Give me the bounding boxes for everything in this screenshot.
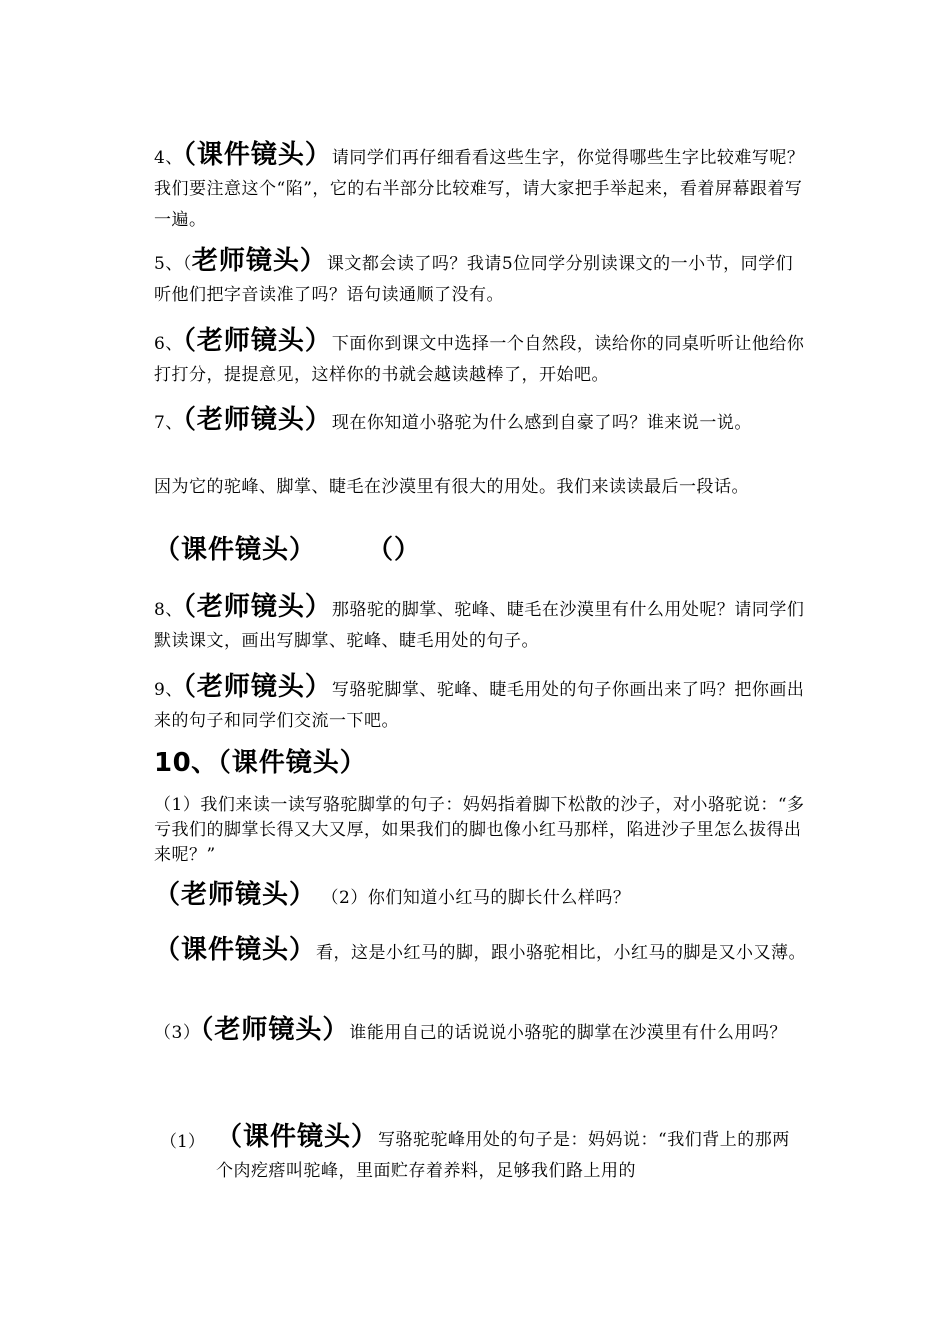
paragraph-sub-2 <box>154 880 806 914</box>
paragraph-item-5 <box>154 246 806 311</box>
paragraph-text: 谁能用自己的话说说小骆驼的脚掌在沙漠里有什么用吗？ <box>349 1023 787 1043</box>
shot-tag: 老师镜头） <box>191 246 327 276</box>
paragraph-text: 课文都会读了吗？我请5位同学分别读课文的一小节，同学们听他们把字音读准了吗？语句读通顺了没有。 <box>154 254 794 305</box>
blank-parentheses: （） <box>380 535 422 565</box>
item-number: 9、 <box>154 680 183 700</box>
shot-tag: （老师镜头） <box>154 880 317 910</box>
paragraph-text: 那骆驼的脚掌、驼峰、睫毛在沙漠里有什么用处呢？请同学们默读课文，画出写脚掌、驼峰、睫毛用处的句子。 <box>154 600 805 651</box>
paragraph-item-9 <box>154 672 806 737</box>
item-number: 6、 <box>154 334 183 354</box>
item-number: 10、 <box>154 748 218 778</box>
paragraph-text: 写骆驼脚掌、驼峰、睫毛用处的句子你画出来了吗？把你画出来的句子和同学们交流一下吧。 <box>154 680 805 731</box>
paragraph-item-7 <box>154 405 806 439</box>
shot-tag: （老师镜头） <box>182 592 332 622</box>
paragraph-item-6 <box>154 326 806 391</box>
paragraph-hump <box>216 1122 806 1187</box>
item-number: （3） <box>154 1023 201 1043</box>
paragraph-text: （2）你们知道小红马的脚长什么样吗？ <box>330 888 631 908</box>
shot-tag: （课件镜头） <box>154 935 317 965</box>
item-number: 5、（ <box>154 254 192 274</box>
item-number: 8、 <box>154 600 183 620</box>
shot-tag: （课件镜头） <box>217 748 367 778</box>
shot-tag: （老师镜头） <box>182 326 332 356</box>
shot-tag: （老师镜头） <box>182 672 332 702</box>
item-number: （1） <box>160 1132 205 1152</box>
paragraph-text: 请同学们再仔细看看这些生字，你觉得哪些生字比较难写呢？ 我们要注意这个“陷”，它的右半部分比较难写，请大家把手举起来，看着屏幕跟着写一遍。 <box>154 148 805 230</box>
paragraph-item-4 <box>154 140 806 236</box>
paragraph-courseware-solo <box>154 535 806 569</box>
paragraph-courseware-foot <box>154 935 806 969</box>
paragraph-text: 看，这是小红马的脚，跟小骆驼相比，小红马的脚是又小又薄。 <box>316 943 807 963</box>
item-number: 4、 <box>154 148 183 168</box>
paragraph-text: 现在你知道小骆驼为什么感到自豪了吗？谁来说一说。 <box>331 413 752 433</box>
paragraph-text: 写骆驼驼峰用处的句子是：妈妈说：“我们背上的那两个肉疙瘩叫驼峰，里面贮存着养料，足够我们路上用的 <box>216 1130 790 1181</box>
shot-tag: （课件镜头） <box>216 1122 379 1152</box>
item-number: 7、 <box>154 413 183 433</box>
paragraph-sub-3 <box>154 1015 806 1049</box>
paragraph-answer <box>154 475 806 500</box>
paragraph-sub-1 <box>154 793 806 868</box>
paragraph-item-10 <box>154 748 806 782</box>
paragraph-text: 因为它的驼峰、脚掌、睫毛在沙漠里有很大的用处。我们来读读最后一段话。 <box>154 477 749 497</box>
shot-tag: （课件镜头） <box>182 140 332 170</box>
paragraph-text: 下面你到课文中选择一个自然段，读给你的同桌听听让他给你打打分，提提意见，这样你的书就会越读越棒了，开始吧。 <box>154 334 805 385</box>
shot-tag: （老师镜头） <box>200 1015 350 1045</box>
paragraph-text: （1）我们来读一读写骆驼脚掌的句子：妈妈指着脚下松散的沙子，对小骆驼说：“多亏我们的脚掌长得又大又厚，如果我们的脚也像小红马那样，陷进沙子里怎么拔得出来呢？” <box>154 795 805 865</box>
shot-tag: （课件镜头） <box>154 535 317 565</box>
paragraph-item-8 <box>154 592 806 657</box>
shot-tag: （老师镜头） <box>182 405 332 435</box>
